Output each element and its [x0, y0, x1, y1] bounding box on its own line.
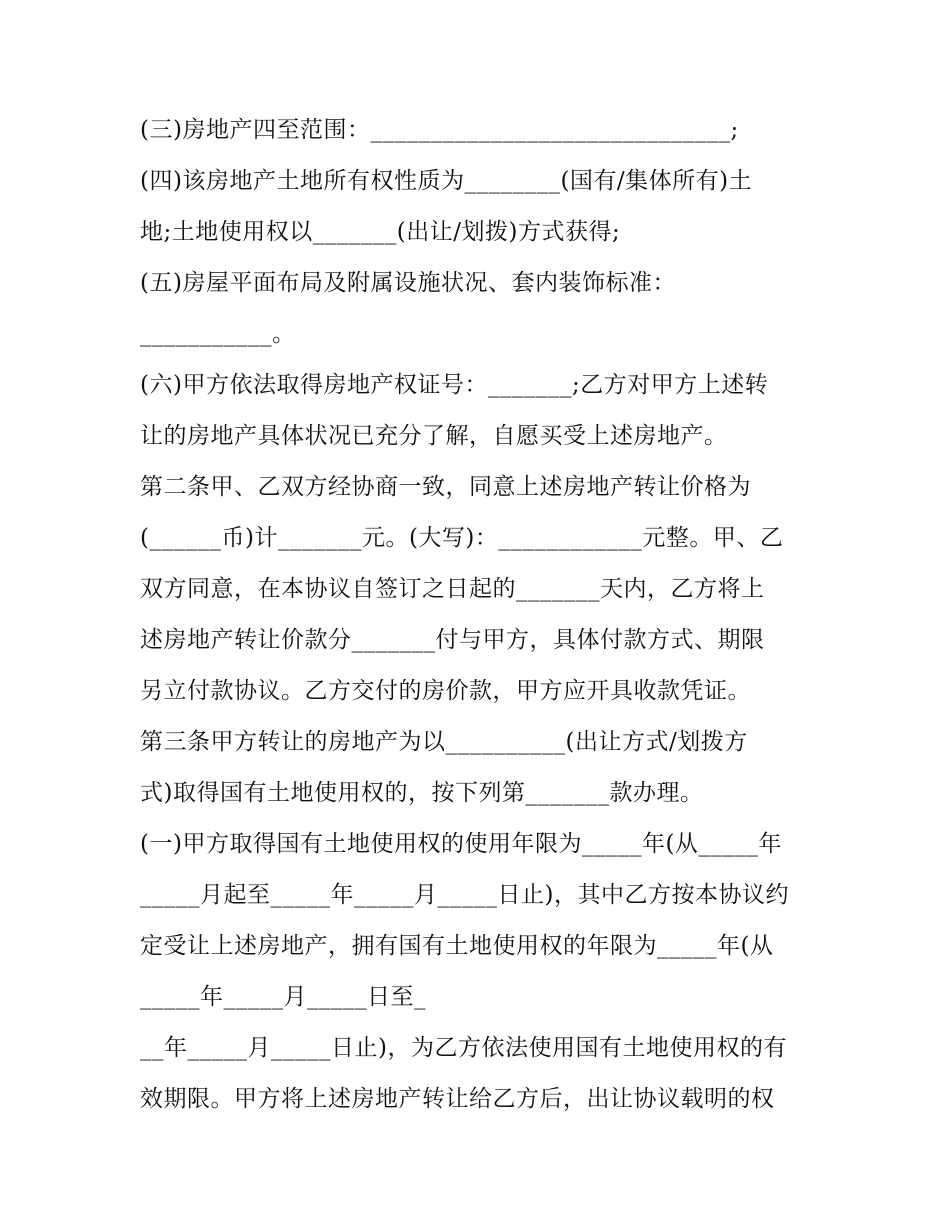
text-line: 双方同意，在本协议自签订之日起的_______天内，乙方将上: [140, 576, 765, 602]
text-line: 让的房地产具体状况已充分了解，自愿买受上述房地产。: [140, 423, 728, 449]
text-line: (一)甲方取得国有土地使用权的使用年限为_____年(从_____年: [140, 831, 782, 857]
text-line: 另立付款协议。乙方交付的房价款，甲方应开具收款凭证。: [140, 678, 751, 704]
text-line: 述房地产转让价款分_______付与甲方，具体付款方式、期限: [140, 627, 765, 653]
text-line: ___________。: [140, 321, 296, 347]
text-line: 第二条甲、乙双方经协商一致，同意上述房地产转让价格为: [140, 474, 751, 500]
document-body: [140, 105, 820, 1125]
text-line: 地;土地使用权以_______(出让/划拨)方式获得;: [140, 219, 621, 245]
text-line: __年_____月_____日止)，为乙方依法使用国有土地使用权的有: [140, 1035, 787, 1061]
text-line: 效期限。甲方将上述房地产转让给乙方后，出让协议载明的权: [140, 1086, 775, 1112]
text-line: (______币)计_______元。(大写)：____________元整。甲、乙: [140, 525, 784, 551]
text-line: (六)甲方依法取得房地产权证号：_______;乙方对甲方上述转: [140, 372, 769, 398]
text-line: 式)取得国有土地使用权的，按下列第_______款办理。: [140, 780, 704, 806]
text-line: 第三条甲方转让的房地产为以__________(出让方式/划拨方: [140, 729, 748, 755]
text-line: 定受让上述房地产，拥有国有土地使用权的年限为_____年(从: [140, 933, 774, 959]
text-line: (四)该房地产土地所有权性质为________(国有/集体所有)土: [140, 168, 753, 194]
text-line: _____月起至_____年_____月_____日止)，其中乙方按本协议约: [140, 882, 789, 908]
text-line: _____年_____月_____日至_: [140, 984, 426, 1010]
text-line: (五)房屋平面布局及附属设施状况、套内装饰标准：: [140, 270, 676, 296]
text-line: (三)房地产四至范围：______________________________;: [140, 117, 739, 143]
